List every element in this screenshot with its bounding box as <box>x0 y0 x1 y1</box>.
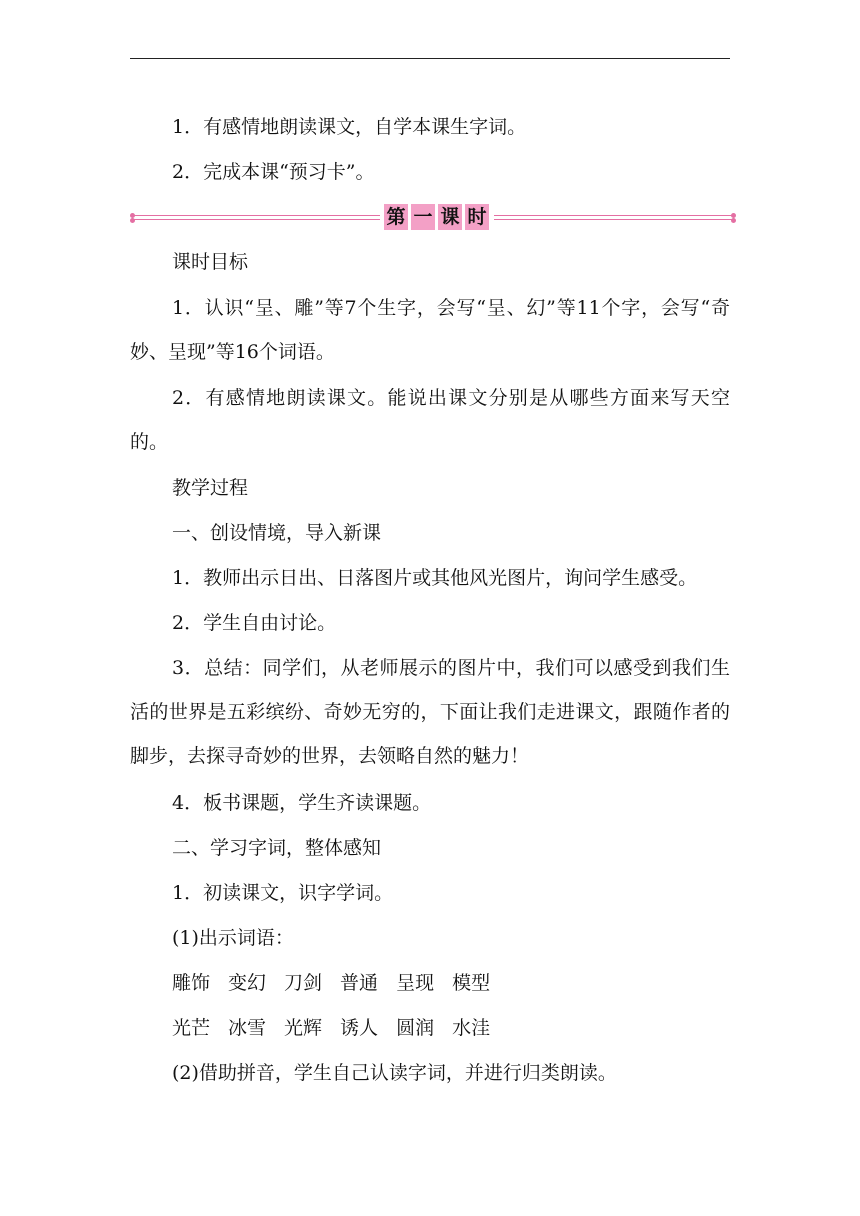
word-item: 水洼 <box>452 1017 491 1039</box>
word-item: 呈现 <box>396 972 435 994</box>
section-badge <box>380 204 493 230</box>
word-item: 光芒 <box>172 1017 211 1039</box>
badge-char: 第 <box>384 204 408 230</box>
part1-item-4: 4．板书课题，学生齐读课题。 <box>172 792 432 814</box>
part1-title: 一、创设情境，导入新课 <box>172 522 382 544</box>
divider-line <box>494 215 732 216</box>
word-item: 雕饰 <box>172 972 211 994</box>
part1-item-3: 3．总结：同学们，从老师展示的图片中，我们可以感受到我们生活的世界是五彩缤纷、奇妙无穷的，下面让我们走进课文，跟随作者的脚步，去探寻奇妙的世界，去领略自然的魅力！ <box>130 657 730 767</box>
word-item: 模型 <box>452 972 491 994</box>
process-heading: 教学过程 <box>172 477 249 499</box>
part2-item-1: 1．初读课文，识字学词。 <box>172 882 394 904</box>
word-item: 光辉 <box>284 1017 323 1039</box>
word-item: 刀剑 <box>284 972 323 994</box>
prep-item-1: 1．有感情地朗读课文，自学本课生字词。 <box>172 116 527 138</box>
prep-item-2: 2．完成本课“预习卡”。 <box>172 161 375 183</box>
word-item: 冰雪 <box>228 1017 267 1039</box>
divider-line <box>134 215 380 216</box>
badge-char: 课 <box>438 204 462 230</box>
part2-sub-1: (1)出示词语： <box>172 927 294 949</box>
header-rule <box>130 58 730 59</box>
word-list-row-1 <box>130 961 730 1005</box>
goals-heading: 课时目标 <box>172 251 249 273</box>
part2-title: 二、学习字词，整体感知 <box>172 837 382 859</box>
part2-sub-2: (2)借助拼音，学生自己认读字词，并进行归类朗读。 <box>172 1062 617 1084</box>
word-item: 诱人 <box>340 1017 379 1039</box>
word-item: 圆润 <box>396 1017 435 1039</box>
goals-item-1: 1．认识“呈、雕”等7个生字，会写“呈、幻”等11个字，会写“奇妙、呈现”等16个词语。 <box>130 297 730 363</box>
word-item: 普通 <box>340 972 379 994</box>
badge-char: 一 <box>411 204 435 230</box>
part1-item-1: 1．教师出示日出、日落图片或其他风光图片，询问学生感受。 <box>172 567 698 589</box>
word-list-row-2 <box>130 1006 730 1050</box>
divider-line <box>134 219 380 220</box>
badge-char: 时 <box>465 204 489 230</box>
divider-dot <box>731 218 736 223</box>
divider-line <box>494 219 732 220</box>
goals-item-2: 2．有感情地朗读课文。能说出课文分别是从哪些方面来写天空的。 <box>130 387 730 453</box>
section-divider <box>130 204 736 230</box>
word-item: 变幻 <box>228 972 267 994</box>
part1-item-2: 2．学生自由讨论。 <box>172 612 337 634</box>
